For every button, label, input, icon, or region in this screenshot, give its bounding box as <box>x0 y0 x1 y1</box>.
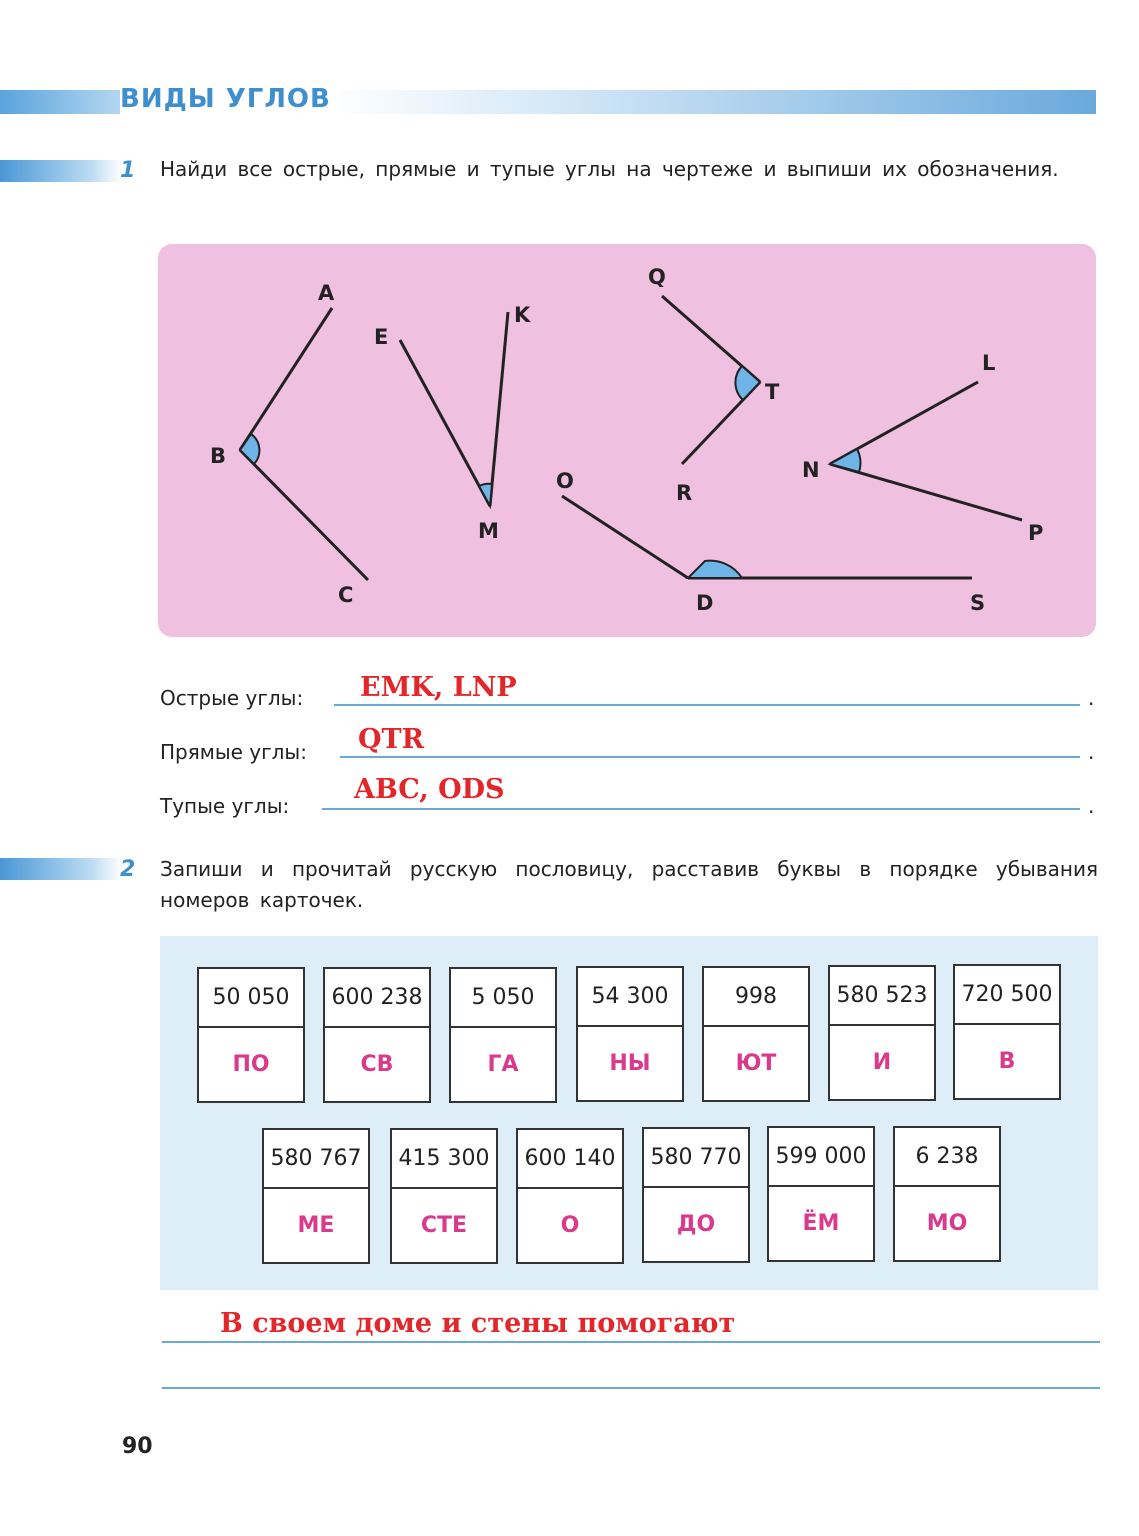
point-label-l: L <box>982 351 996 375</box>
point-label-k: K <box>514 303 531 327</box>
right-angles-period: . <box>1088 740 1095 764</box>
card-syllable: О <box>560 1213 580 1238</box>
card-number: 720 500 <box>955 966 1059 1025</box>
card-number: 600 140 <box>518 1130 622 1189</box>
card <box>953 964 1061 1100</box>
angle-arc-d <box>688 561 742 578</box>
card-number: 54 300 <box>578 968 682 1027</box>
card-syllable: СТЕ <box>420 1213 468 1238</box>
card <box>449 967 557 1103</box>
card <box>516 1128 624 1264</box>
obtuse-angles-line <box>322 808 1080 810</box>
card-syllable: ЮТ <box>735 1051 777 1076</box>
card-syllable: ПО <box>232 1052 270 1077</box>
proverb-line-1 <box>162 1341 1100 1343</box>
card <box>390 1128 498 1264</box>
card-syllable: МЕ <box>297 1213 335 1238</box>
point-label-t: T <box>765 380 780 404</box>
card-number: 5 050 <box>451 969 555 1028</box>
point-label-o: O <box>556 469 574 493</box>
right-angles-line <box>340 756 1080 758</box>
point-label-e: E <box>374 325 389 349</box>
card-number: 580 770 <box>644 1129 748 1188</box>
card <box>262 1128 370 1264</box>
point-label-r: R <box>676 481 693 505</box>
proverb-line-2 <box>162 1387 1100 1389</box>
card <box>197 967 305 1103</box>
card-syllable: НЫ <box>609 1051 651 1076</box>
card-number: 599 000 <box>769 1128 873 1187</box>
point-label-c: C <box>338 583 354 607</box>
card <box>642 1127 750 1263</box>
angle-arc-b <box>240 434 259 464</box>
point-label-m: M <box>478 519 499 543</box>
task2-number-band <box>0 858 122 880</box>
card-number: 50 050 <box>199 969 303 1028</box>
card <box>702 966 810 1102</box>
point-label-d: D <box>696 591 714 615</box>
card <box>828 965 936 1101</box>
angle-arc-t <box>735 366 760 400</box>
angle-arc-m <box>479 484 492 506</box>
card-number: 580 767 <box>264 1130 368 1189</box>
card-syllable: СВ <box>360 1052 394 1077</box>
page-number: 90 <box>122 1434 153 1459</box>
acute-angles-label: Острые углы: <box>160 686 304 710</box>
card-syllable: В <box>998 1049 1016 1074</box>
card-number: 998 <box>704 968 808 1027</box>
right-angles-label: Прямые углы: <box>160 740 307 764</box>
angle-arc-n <box>830 449 860 472</box>
acute-angles-answer[interactable]: EMK, LNP <box>360 672 517 703</box>
card-number: 580 523 <box>830 967 934 1026</box>
obtuse-angles-label: Тупые углы: <box>160 794 290 818</box>
acute-angles-period: . <box>1088 686 1095 710</box>
card <box>576 966 684 1102</box>
card-number: 600 238 <box>325 969 429 1028</box>
task2-number: 2 <box>120 857 136 882</box>
acute-angles-line <box>334 704 1080 706</box>
obtuse-angles-period: . <box>1088 794 1095 818</box>
card-syllable: И <box>872 1050 892 1075</box>
proverb-answer[interactable]: В своем доме и стены помогают <box>220 1308 736 1339</box>
point-label-p: P <box>1028 521 1044 545</box>
task1-text: Найди все острые, прямые и тупые углы на чертеже и выпиши их обозначения. <box>160 157 1059 181</box>
card-syllable: ГА <box>487 1052 519 1077</box>
right-angles-answer[interactable]: QTR <box>358 724 425 755</box>
point-label-a: A <box>318 281 335 305</box>
point-label-n: N <box>802 458 820 482</box>
task2-text: Запиши и прочитай русскую пословицу, расставив буквы в порядке убывания номеров карточек. <box>160 857 1098 912</box>
point-label-b: B <box>210 444 227 468</box>
card-syllable: МО <box>926 1211 968 1236</box>
obtuse-angles-answer[interactable]: ABC, ODS <box>354 774 505 805</box>
point-label-s: S <box>970 591 986 615</box>
section-title: ВИДЫ УГЛОВ <box>120 84 339 114</box>
card-number: 415 300 <box>392 1130 496 1189</box>
point-label-q: Q <box>648 265 666 289</box>
card-syllable: ЁМ <box>802 1211 840 1236</box>
card-syllable: ДО <box>676 1212 716 1237</box>
card <box>893 1126 1001 1262</box>
card-number: 6 238 <box>895 1128 999 1187</box>
card <box>323 967 431 1103</box>
task1-number: 1 <box>120 158 136 183</box>
card <box>767 1126 875 1262</box>
